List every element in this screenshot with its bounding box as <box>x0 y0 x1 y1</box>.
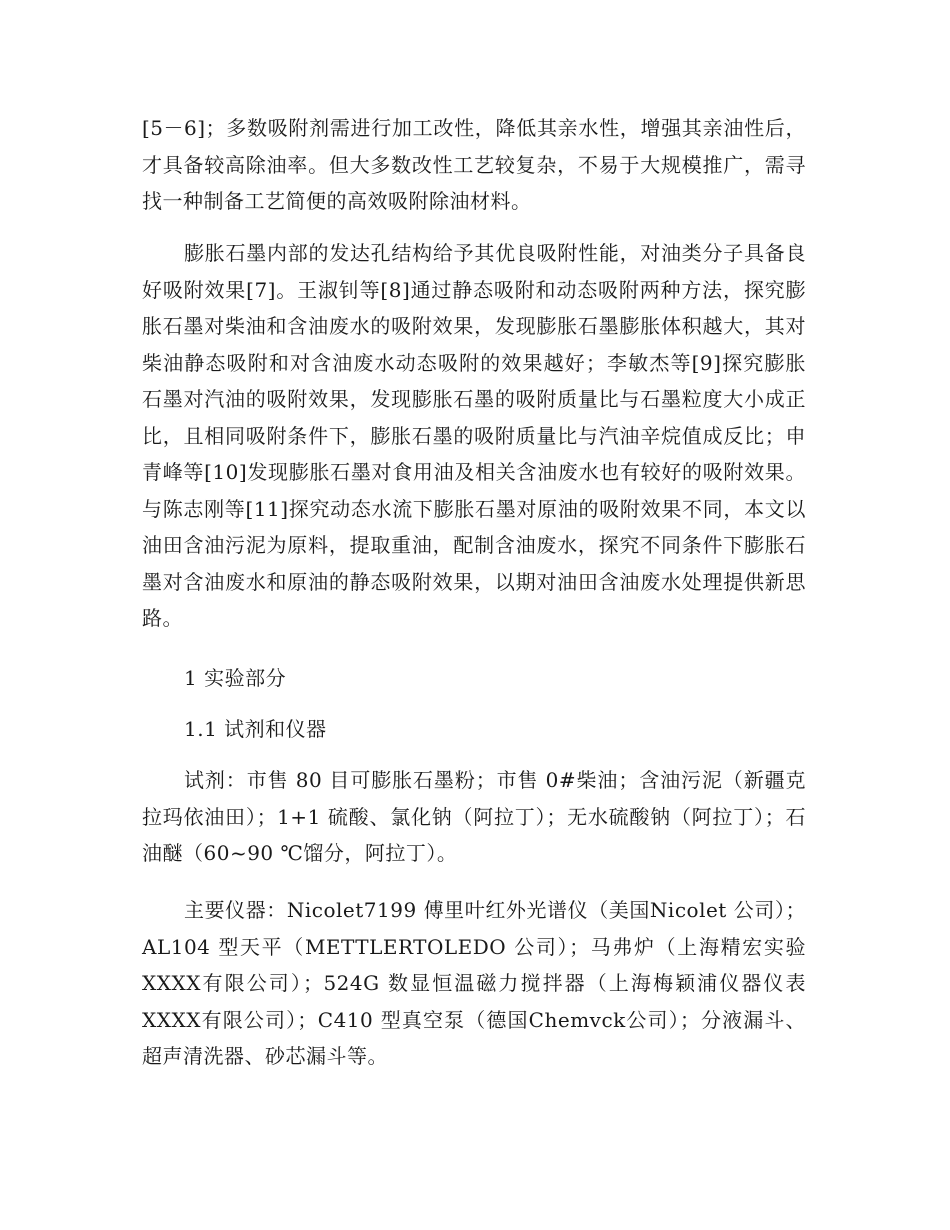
paragraph-text: 膨胀石墨内部的发达孔结构给予其优良吸附性能，对油类分子具备良好吸附效果[7]。王淑钊等[8]通过静态吸附和动态吸附两种方法，探究膨胀石墨对柴油和含油废水的吸附效果，发现膨胀石墨膨胀体积越大，其对柴油静态吸附和对含油废水动态吸附的效果越好；李敏杰等[9]探究膨胀石墨对汽油的吸附效果，发现膨胀石墨的吸附质量比与石墨粒度大小成正比，且相同吸附条件下，膨胀石墨的吸附质量比与汽油辛烷值成反比；申青峰等[10]发现膨胀石墨对食用油及相关含油废水也有较好的吸附效果。与陈志刚等[11]探究动态水流下膨胀石墨对原油的吸附效果不同，本文以油田含油污泥为原料，提取重油，配制含油废水，探究不同条件下膨胀石墨对含油废水和原油的静态吸附效果，以期对油田含油废水处理提供新思路。 <box>142 241 806 630</box>
paragraph-text: [5－6]；多数吸附剂需进行加工改性，降低其亲水性，增强其亲油性后，才具备较高除油率。但大多数改性工艺较复杂，不易于大规模推广，需寻找一种制备工艺简便的高效吸附除油材料。 <box>142 116 806 213</box>
reagents-paragraph <box>142 762 806 872</box>
paragraph-text: 试剂：市售 80 目可膨胀石墨粉；市售 0#柴油；含油污泥（新疆克拉玛依油田）；1+1 硫酸、氯化钠（阿拉丁）；无水硫酸钠（阿拉丁）；石油醚（60~90 ℃馏分，阿拉丁）。 <box>142 768 806 865</box>
section-heading-text: 1 实验部分 <box>184 666 287 690</box>
body-paragraph-1 <box>142 110 806 220</box>
body-paragraph-2 <box>142 235 806 637</box>
paragraph-text: 主要仪器：Nicolet7199 傅里叶红外光谱仪（美国Nicolet 公司）；AL104 型天平（METTLERTOLEDO 公司）；马弗炉（上海精宏实验XXXX有限公司）；524G 数显恒温磁力搅拌器（上海梅颖浦仪器仪表XXXX有限公司）；C410 型真空泵（德国Chemvck公司）；分液漏斗、超声清洗器、砂芯漏斗等。 <box>142 898 806 1068</box>
section-heading <box>142 660 806 697</box>
instruments-paragraph <box>142 892 806 1075</box>
subsection-heading <box>142 711 806 748</box>
subsection-heading-text: 1.1 试剂和仪器 <box>184 717 327 741</box>
